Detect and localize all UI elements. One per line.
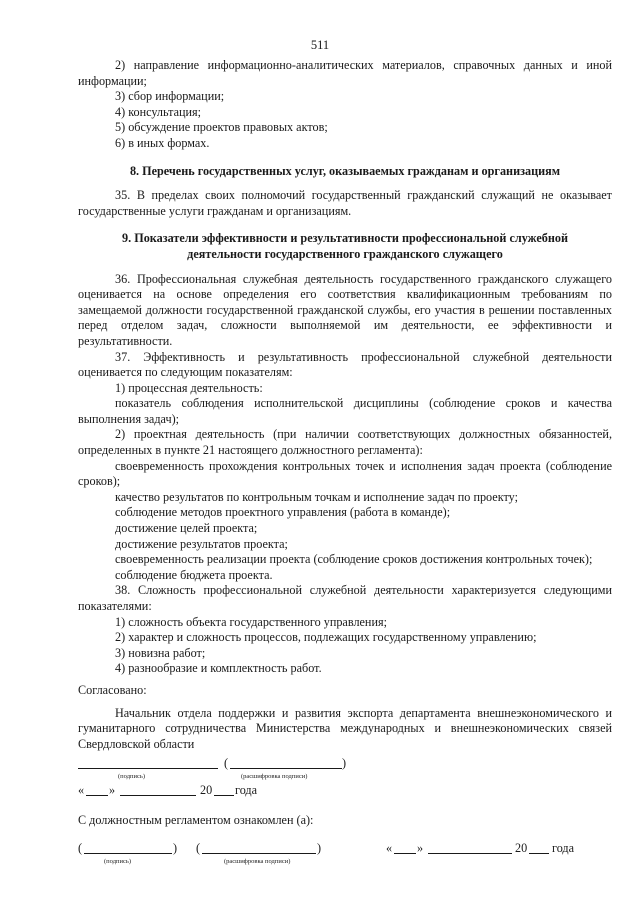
open-paren: (: [78, 840, 83, 855]
list-item: 4) консультация;: [115, 104, 202, 119]
approval-label: Согласовано:: [78, 682, 147, 697]
list-item: достижение результатов проекта;: [115, 536, 288, 551]
section-8-heading: 8. Перечень государственных услуг, оказываемых гражданам и организациям: [129, 163, 561, 178]
document-body: [78, 58, 612, 868]
paragraph-35: 35. В пределах своих полномочий государственный гражданский служащий не оказывает государственные услуги гражданам и организациям.: [78, 188, 612, 218]
close-paren: ): [317, 840, 322, 855]
list-item: 2) направление информационно-аналитических материалов, справочных данных и иной информации;: [78, 58, 612, 88]
acquaint-captions: [78, 857, 612, 868]
list-item: 1) сложность объекта государственного управления;: [115, 614, 387, 629]
approval-signature-row: [78, 756, 612, 772]
list-item: качество результатов по контрольным точкам и исполнение задач по проекту;: [115, 489, 518, 504]
approval-position: Начальник отдела поддержки и развития экспорта департамента внешнеэкономического и гуманитарного сотрудничества Министерства международных и внешнеэкономических связей Свердловской области: [78, 705, 612, 751]
paragraph-37: 37. Эффективность и результативность профессиональной служебной деятельности оценивается по следующим показателям:: [78, 349, 612, 380]
section-9-heading-line1: 9. Показатели эффективности и результативности профессиональной служебной: [122, 231, 568, 246]
date-year-line[interactable]: [214, 783, 234, 796]
acquaint-label: С должностным регламентом ознакомлен (а):: [78, 813, 314, 828]
close-paren: ): [173, 840, 178, 855]
list-item: своевременность реализации проекта (соблюдение сроков достижения контрольных точек);: [115, 552, 593, 567]
list-item: 1) процессная деятельность:: [115, 380, 263, 395]
list-item: показатель соблюдения исполнительской дисциплины (соблюдение сроков и качества выполнения задач);: [78, 396, 612, 426]
date-day-line[interactable]: [394, 841, 416, 854]
caption-decode: (расшифровка подписи): [241, 773, 308, 781]
signature-line[interactable]: [78, 756, 218, 769]
list-item: 3) новизна работ;: [115, 645, 206, 660]
paragraph-36: 36. Профессиональная служебная деятельность государственного гражданского служащего оценивается на основе определения его соответствия квалификационным требованиям по замещаемой должности государственной гражданской службы, его участия в решении поставленных перед отделом задач, сложности выполняемой им деятельности, ее эффективности и результативности.: [78, 271, 612, 348]
caption-signature: (подпись): [118, 773, 145, 781]
list-item: 6) в иных формах.: [115, 135, 210, 150]
acquaint-signature-row: [78, 841, 612, 857]
paragraph-38: 38. Сложность профессиональной служебной деятельности характеризуется следующими показателями:: [78, 583, 612, 613]
year-prefix: 20: [515, 840, 528, 855]
list-item: 4) разнообразие и комплектность работ.: [115, 661, 322, 676]
list-item: соблюдение бюджета проекта.: [115, 567, 273, 582]
year-prefix: 20: [200, 783, 213, 798]
signature-decode-line[interactable]: [230, 756, 342, 769]
signature-line[interactable]: [84, 841, 172, 854]
signature-decode-line[interactable]: [202, 841, 316, 854]
list-item: соблюдение методов проектного управления (работа в команде);: [115, 505, 451, 520]
quote-open: «: [78, 783, 85, 798]
page-number: 511: [310, 38, 330, 52]
close-paren: ): [342, 756, 347, 771]
year-suffix: года: [235, 783, 258, 798]
date-month-line[interactable]: [120, 783, 196, 796]
quote-open: «: [386, 840, 393, 855]
open-paren: (: [196, 840, 201, 855]
quote-close: »: [109, 783, 116, 798]
list-item: достижение целей проекта;: [115, 521, 258, 536]
list-item: 5) обсуждение проектов правовых актов;: [115, 120, 328, 135]
caption-signature: (подпись): [104, 857, 131, 865]
open-paren: (: [224, 756, 229, 771]
list-item: своевременность прохождения контрольных точек и исполнения задач проекта (соблюдение сроков);: [78, 458, 612, 489]
quote-close: »: [417, 840, 424, 855]
list-item: 2) характер и сложность процессов, подлежащих государственному управлению;: [115, 630, 537, 645]
list-item: 3) сбор информации;: [115, 89, 225, 104]
section-9-heading-line2: деятельности государственного гражданского служащего: [187, 246, 503, 261]
year-suffix: года: [552, 840, 575, 855]
approval-date-row: [78, 783, 612, 799]
list-item: 2) проектная деятельность (при наличии соответствующих должностных обязанностей, определенных в пункте 21 настоящего должностного регламента):: [78, 427, 612, 458]
date-day-line[interactable]: [86, 783, 108, 796]
caption-decode: (расшифровка подписи): [224, 857, 291, 865]
date-month-line[interactable]: [428, 841, 512, 854]
date-year-line[interactable]: [529, 841, 549, 854]
approval-captions: [78, 772, 612, 783]
